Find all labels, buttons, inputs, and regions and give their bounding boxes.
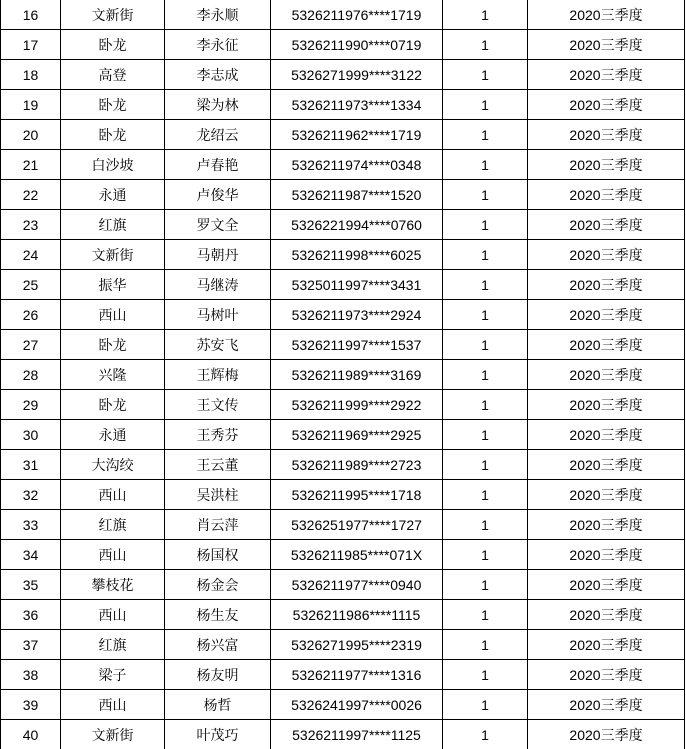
count-cell: 1 <box>443 120 528 150</box>
table-row <box>1 390 685 420</box>
count-cell: 1 <box>443 600 528 630</box>
id-number-cell: 5326211976****1719 <box>271 0 443 30</box>
period-cell: 2020三季度 <box>528 270 685 300</box>
count-cell: 1 <box>443 330 528 360</box>
town-cell: 红旗 <box>61 630 165 660</box>
count-cell: 1 <box>443 570 528 600</box>
name-cell: 马树叶 <box>165 300 271 330</box>
id-number-cell: 5326221994****0760 <box>271 210 443 240</box>
table-row <box>1 360 685 390</box>
row-number-cell: 33 <box>1 510 61 540</box>
table-row <box>1 420 685 450</box>
row-number-cell: 39 <box>1 690 61 720</box>
table-row <box>1 210 685 240</box>
period-cell: 2020三季度 <box>528 690 685 720</box>
period-cell: 2020三季度 <box>528 330 685 360</box>
name-cell: 肖云萍 <box>165 510 271 540</box>
town-cell: 西山 <box>61 480 165 510</box>
town-cell: 白沙坡 <box>61 150 165 180</box>
count-cell: 1 <box>443 60 528 90</box>
name-cell: 叶茂巧 <box>165 720 271 749</box>
row-number-cell: 17 <box>1 30 61 60</box>
period-cell: 2020三季度 <box>528 540 685 570</box>
count-cell: 1 <box>443 510 528 540</box>
table-row <box>1 120 685 150</box>
period-cell: 2020三季度 <box>528 360 685 390</box>
name-cell: 杨哲 <box>165 690 271 720</box>
count-cell: 1 <box>443 690 528 720</box>
id-number-cell: 5326251977****1727 <box>271 510 443 540</box>
row-number-cell: 21 <box>1 150 61 180</box>
period-cell: 2020三季度 <box>528 180 685 210</box>
name-cell: 马继涛 <box>165 270 271 300</box>
period-cell: 2020三季度 <box>528 720 685 749</box>
period-cell: 2020三季度 <box>528 510 685 540</box>
name-cell: 杨金会 <box>165 570 271 600</box>
table-row <box>1 150 685 180</box>
name-cell: 李永顺 <box>165 0 271 30</box>
table-row <box>1 600 685 630</box>
count-cell: 1 <box>443 0 528 30</box>
id-number-cell: 5326211989****3169 <box>271 360 443 390</box>
id-number-cell: 5326211974****0348 <box>271 150 443 180</box>
town-cell: 西山 <box>61 300 165 330</box>
table-row <box>1 30 685 60</box>
town-cell: 西山 <box>61 690 165 720</box>
count-cell: 1 <box>443 210 528 240</box>
count-cell: 1 <box>443 480 528 510</box>
name-cell: 卢俊华 <box>165 180 271 210</box>
count-cell: 1 <box>443 720 528 749</box>
name-cell: 李永征 <box>165 30 271 60</box>
row-number-cell: 22 <box>1 180 61 210</box>
table-row <box>1 540 685 570</box>
id-number-cell: 5326211989****2723 <box>271 450 443 480</box>
table-row <box>1 180 685 210</box>
row-number-cell: 40 <box>1 720 61 749</box>
id-number-cell: 5326211997****1125 <box>271 720 443 749</box>
id-number-cell: 5326211962****1719 <box>271 120 443 150</box>
count-cell: 1 <box>443 540 528 570</box>
count-cell: 1 <box>443 660 528 690</box>
row-number-cell: 36 <box>1 600 61 630</box>
period-cell: 2020三季度 <box>528 90 685 120</box>
count-cell: 1 <box>443 360 528 390</box>
name-cell: 罗文全 <box>165 210 271 240</box>
count-cell: 1 <box>443 90 528 120</box>
table-row <box>1 480 685 510</box>
id-number-cell: 5326271999****3122 <box>271 60 443 90</box>
name-cell: 梁为林 <box>165 90 271 120</box>
town-cell: 文新街 <box>61 240 165 270</box>
period-cell: 2020三季度 <box>528 30 685 60</box>
name-cell: 王秀芬 <box>165 420 271 450</box>
town-cell: 西山 <box>61 540 165 570</box>
town-cell: 卧龙 <box>61 120 165 150</box>
town-cell: 西山 <box>61 600 165 630</box>
id-number-cell: 5326211995****1718 <box>271 480 443 510</box>
period-cell: 2020三季度 <box>528 210 685 240</box>
period-cell: 2020三季度 <box>528 390 685 420</box>
row-number-cell: 20 <box>1 120 61 150</box>
id-number-cell: 5325011997****3431 <box>271 270 443 300</box>
period-cell: 2020三季度 <box>528 300 685 330</box>
town-cell: 红旗 <box>61 510 165 540</box>
town-cell: 文新街 <box>61 0 165 30</box>
row-number-cell: 26 <box>1 300 61 330</box>
town-cell: 永通 <box>61 180 165 210</box>
row-number-cell: 24 <box>1 240 61 270</box>
table-row <box>1 240 685 270</box>
town-cell: 卧龙 <box>61 390 165 420</box>
table-row <box>1 270 685 300</box>
id-number-cell: 5326211977****0940 <box>271 570 443 600</box>
row-number-cell: 18 <box>1 60 61 90</box>
table-row <box>1 630 685 660</box>
town-cell: 卧龙 <box>61 90 165 120</box>
row-number-cell: 19 <box>1 90 61 120</box>
row-number-cell: 30 <box>1 420 61 450</box>
id-number-cell: 5326211969****2925 <box>271 420 443 450</box>
period-cell: 2020三季度 <box>528 450 685 480</box>
count-cell: 1 <box>443 270 528 300</box>
period-cell: 2020三季度 <box>528 240 685 270</box>
count-cell: 1 <box>443 240 528 270</box>
name-cell: 杨友明 <box>165 660 271 690</box>
row-number-cell: 28 <box>1 360 61 390</box>
name-cell: 苏安飞 <box>165 330 271 360</box>
name-cell: 吴洪柱 <box>165 480 271 510</box>
name-cell: 李志成 <box>165 60 271 90</box>
count-cell: 1 <box>443 30 528 60</box>
period-cell: 2020三季度 <box>528 630 685 660</box>
name-cell: 王辉梅 <box>165 360 271 390</box>
row-number-cell: 38 <box>1 660 61 690</box>
name-cell: 王文传 <box>165 390 271 420</box>
id-number-cell: 5326211977****1316 <box>271 660 443 690</box>
name-cell: 龙绍云 <box>165 120 271 150</box>
name-cell: 杨兴富 <box>165 630 271 660</box>
row-number-cell: 25 <box>1 270 61 300</box>
table-row <box>1 570 685 600</box>
row-number-cell: 16 <box>1 0 61 30</box>
period-cell: 2020三季度 <box>528 120 685 150</box>
id-number-cell: 5326271995****2319 <box>271 630 443 660</box>
period-cell: 2020三季度 <box>528 600 685 630</box>
period-cell: 2020三季度 <box>528 60 685 90</box>
id-number-cell: 5326211990****0719 <box>271 30 443 60</box>
name-cell: 马朝丹 <box>165 240 271 270</box>
row-number-cell: 31 <box>1 450 61 480</box>
id-number-cell: 5326211997****1537 <box>271 330 443 360</box>
town-cell: 卧龙 <box>61 30 165 60</box>
name-cell: 卢春艳 <box>165 150 271 180</box>
id-number-cell: 5326211999****2922 <box>271 390 443 420</box>
town-cell: 红旗 <box>61 210 165 240</box>
town-cell: 振华 <box>61 270 165 300</box>
count-cell: 1 <box>443 180 528 210</box>
count-cell: 1 <box>443 150 528 180</box>
row-number-cell: 23 <box>1 210 61 240</box>
id-number-cell: 5326211973****1334 <box>271 90 443 120</box>
row-number-cell: 34 <box>1 540 61 570</box>
town-cell: 永通 <box>61 420 165 450</box>
town-cell: 高登 <box>61 60 165 90</box>
id-number-cell: 5326211986****1115 <box>271 600 443 630</box>
count-cell: 1 <box>443 420 528 450</box>
id-number-cell: 5326211998****6025 <box>271 240 443 270</box>
town-cell: 梁子 <box>61 660 165 690</box>
table-row <box>1 300 685 330</box>
count-cell: 1 <box>443 390 528 420</box>
name-cell: 杨生友 <box>165 600 271 630</box>
table-row <box>1 330 685 360</box>
town-cell: 文新街 <box>61 720 165 749</box>
period-cell: 2020三季度 <box>528 480 685 510</box>
row-number-cell: 37 <box>1 630 61 660</box>
table-row <box>1 690 685 720</box>
count-cell: 1 <box>443 300 528 330</box>
town-cell: 兴隆 <box>61 360 165 390</box>
period-cell: 2020三季度 <box>528 420 685 450</box>
table-row <box>1 90 685 120</box>
row-number-cell: 27 <box>1 330 61 360</box>
name-cell: 杨国权 <box>165 540 271 570</box>
count-cell: 1 <box>443 630 528 660</box>
town-cell: 攀枝花 <box>61 570 165 600</box>
town-cell: 大沟绞 <box>61 450 165 480</box>
row-number-cell: 32 <box>1 480 61 510</box>
table-row <box>1 0 685 30</box>
period-cell: 2020三季度 <box>528 570 685 600</box>
row-number-cell: 29 <box>1 390 61 420</box>
table-row <box>1 510 685 540</box>
id-number-cell: 5326211985****071X <box>271 540 443 570</box>
table-row <box>1 450 685 480</box>
name-cell: 王云董 <box>165 450 271 480</box>
period-cell: 2020三季度 <box>528 660 685 690</box>
id-number-cell: 5326211973****2924 <box>271 300 443 330</box>
id-number-cell: 5326241997****0026 <box>271 690 443 720</box>
count-cell: 1 <box>443 450 528 480</box>
period-cell: 2020三季度 <box>528 150 685 180</box>
table-row <box>1 660 685 690</box>
table-row <box>1 60 685 90</box>
period-cell: 2020三季度 <box>528 0 685 30</box>
row-number-cell: 35 <box>1 570 61 600</box>
town-cell: 卧龙 <box>61 330 165 360</box>
roster-table-body <box>1 0 685 749</box>
id-number-cell: 5326211987****1520 <box>271 180 443 210</box>
